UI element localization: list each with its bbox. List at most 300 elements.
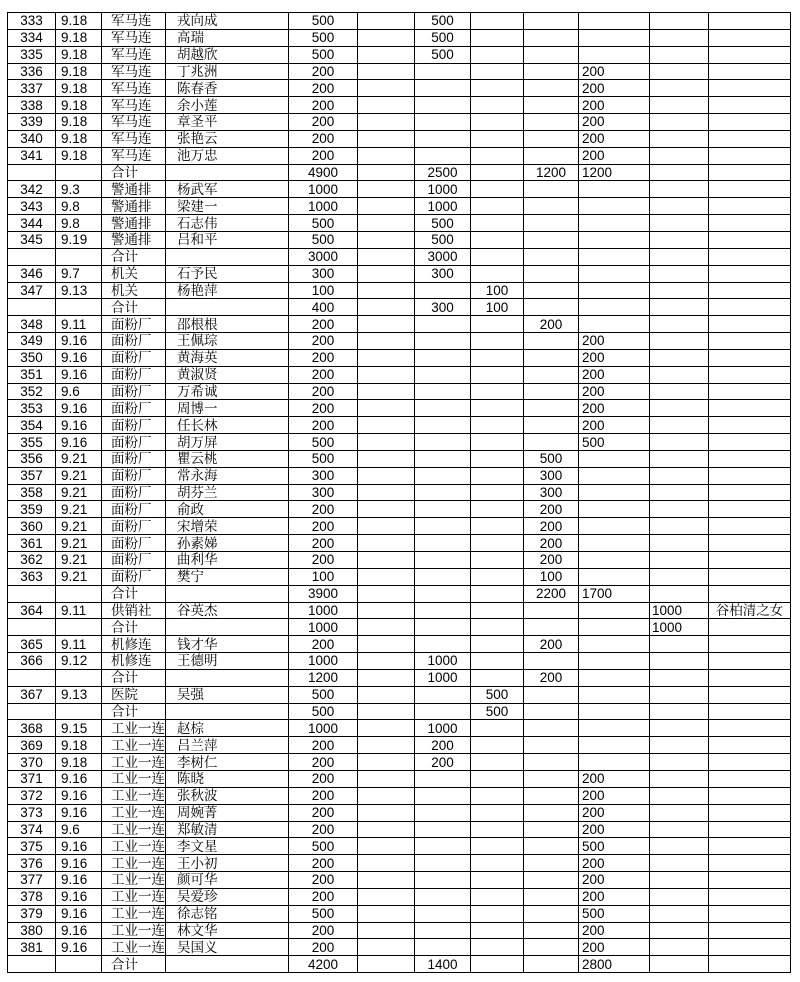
cell-amount-col-3: [415, 349, 471, 366]
cell-amount-col-5: [524, 754, 579, 771]
cell-date: [56, 669, 102, 686]
cell-unit: 面粉厂: [102, 417, 166, 434]
cell-unit: 军马连: [102, 130, 166, 147]
cell-amount-col-4: [471, 130, 524, 147]
cell-amount-col-2: [358, 13, 415, 30]
cell-amount-total: 200: [289, 349, 358, 366]
cell-amount-col-4: [471, 366, 524, 383]
cell-amount-col-6: 500: [579, 434, 650, 451]
cell-date: 9.16: [56, 787, 102, 804]
cell-amount-col-4: [471, 333, 524, 350]
cell-serial-no: 378: [8, 888, 56, 905]
cell-amount-total: 200: [289, 366, 358, 383]
cell-amount-col-6: [579, 316, 650, 333]
cell-amount-col-5: [524, 46, 579, 63]
cell-name: [166, 956, 289, 973]
cell-name: 林文华: [166, 922, 289, 939]
cell-amount-col-5: [524, 653, 579, 670]
cell-amount-col-5: [524, 114, 579, 131]
cell-unit: 合计: [102, 956, 166, 973]
cell-amount-col-5: [524, 299, 579, 316]
cell-unit: 工业一连: [102, 855, 166, 872]
table-row: [8, 366, 791, 383]
cell-amount-col-3: [415, 467, 471, 484]
cell-amount-col-5: [524, 619, 579, 636]
cell-name: 万希诚: [166, 383, 289, 400]
cell-date: 9.21: [56, 568, 102, 585]
table-row: [8, 383, 791, 400]
cell-amount-total: 200: [289, 855, 358, 872]
cell-name: 王佩琮: [166, 333, 289, 350]
cell-remark: [709, 855, 791, 872]
cell-amount-col-7: [650, 282, 709, 299]
cell-amount-col-5: [524, 855, 579, 872]
table-row: [8, 417, 791, 434]
cell-remark: [709, 686, 791, 703]
cell-amount-total: 100: [289, 568, 358, 585]
cell-name: 丁兆洲: [166, 63, 289, 80]
cell-amount-col-6: 200: [579, 939, 650, 956]
cell-remark: [709, 13, 791, 30]
cell-amount-total: 200: [289, 552, 358, 569]
cell-name: 李文星: [166, 838, 289, 855]
cell-amount-col-4: [471, 602, 524, 619]
table-row: [8, 636, 791, 653]
cell-date: 9.21: [56, 467, 102, 484]
cell-remark: [709, 872, 791, 889]
cell-unit: 军马连: [102, 13, 166, 30]
cell-amount-col-2: [358, 754, 415, 771]
cell-amount-col-6: 200: [579, 97, 650, 114]
table-row: [8, 80, 791, 97]
cell-amount-col-2: [358, 956, 415, 973]
cell-amount-total: 200: [289, 518, 358, 535]
cell-date: 9.21: [56, 450, 102, 467]
cell-serial-no: 369: [8, 737, 56, 754]
cell-name: 邵根根: [166, 316, 289, 333]
cell-unit: 面粉厂: [102, 400, 166, 417]
cell-serial-no: 351: [8, 366, 56, 383]
cell-amount-col-7: [650, 669, 709, 686]
cell-amount-col-6: 200: [579, 114, 650, 131]
cell-amount-total: 200: [289, 804, 358, 821]
cell-date: 9.16: [56, 872, 102, 889]
cell-amount-col-3: 500: [415, 231, 471, 248]
cell-date: 9.18: [56, 130, 102, 147]
cell-remark: [709, 535, 791, 552]
cell-remark: [709, 434, 791, 451]
cell-unit: 军马连: [102, 46, 166, 63]
cell-amount-col-4: [471, 484, 524, 501]
cell-unit: 面粉厂: [102, 501, 166, 518]
cell-amount-col-4: [471, 787, 524, 804]
cell-amount-col-6: 200: [579, 383, 650, 400]
cell-amount-total: 200: [289, 939, 358, 956]
cell-amount-col-3: 500: [415, 13, 471, 30]
cell-amount-col-6: 200: [579, 888, 650, 905]
cell-amount-col-7: [650, 535, 709, 552]
cell-remark: [709, 63, 791, 80]
cell-date: 9.18: [56, 754, 102, 771]
table-row: [8, 29, 791, 46]
cell-unit: 面粉厂: [102, 383, 166, 400]
cell-amount-col-4: [471, 535, 524, 552]
cell-amount-col-3: [415, 400, 471, 417]
cell-amount-total: 200: [289, 114, 358, 131]
cell-name: 颜可华: [166, 872, 289, 889]
cell-date: 9.19: [56, 231, 102, 248]
cell-amount-total: 200: [289, 872, 358, 889]
cell-amount-col-7: [650, 568, 709, 585]
cell-remark: [709, 467, 791, 484]
cell-amount-total: 200: [289, 821, 358, 838]
cell-amount-total: 500: [289, 703, 358, 720]
cell-name: 赵棕: [166, 720, 289, 737]
cell-amount-total: 500: [289, 838, 358, 855]
cell-amount-col-7: [650, 181, 709, 198]
cell-amount-col-3: [415, 602, 471, 619]
cell-amount-total: 3900: [289, 585, 358, 602]
cell-serial-no: 364: [8, 602, 56, 619]
cell-date: [56, 248, 102, 265]
cell-amount-col-2: [358, 636, 415, 653]
cell-serial-no: 372: [8, 787, 56, 804]
cell-amount-col-3: [415, 787, 471, 804]
cell-amount-col-5: [524, 97, 579, 114]
cell-amount-col-3: [415, 686, 471, 703]
table-row: [8, 215, 791, 232]
cell-amount-col-4: [471, 501, 524, 518]
cell-amount-col-2: [358, 703, 415, 720]
cell-amount-total: 200: [289, 922, 358, 939]
cell-remark: [709, 349, 791, 366]
cell-name: 陈晓: [166, 770, 289, 787]
table-row: [8, 316, 791, 333]
cell-amount-col-2: [358, 501, 415, 518]
cell-amount-col-3: 2500: [415, 164, 471, 181]
cell-unit: 军马连: [102, 29, 166, 46]
cell-date: 9.8: [56, 215, 102, 232]
cell-amount-col-7: [650, 198, 709, 215]
cell-date: 9.18: [56, 97, 102, 114]
cell-amount-col-5: [524, 956, 579, 973]
cell-remark: [709, 114, 791, 131]
cell-amount-total: 200: [289, 97, 358, 114]
table-row: [8, 737, 791, 754]
cell-amount-col-4: [471, 720, 524, 737]
cell-serial-no: [8, 956, 56, 973]
table-row: [8, 198, 791, 215]
cell-unit: 医院: [102, 686, 166, 703]
cell-name: 胡越欣: [166, 46, 289, 63]
cell-date: 9.18: [56, 147, 102, 164]
cell-amount-col-6: [579, 299, 650, 316]
cell-amount-col-4: [471, 265, 524, 282]
cell-unit: 合计: [102, 703, 166, 720]
table-row: [8, 434, 791, 451]
table-row: [8, 787, 791, 804]
cell-amount-col-5: 300: [524, 467, 579, 484]
cell-amount-col-2: [358, 114, 415, 131]
table-row: [8, 686, 791, 703]
cell-remark: [709, 585, 791, 602]
cell-unit: 军马连: [102, 147, 166, 164]
cell-amount-col-2: [358, 316, 415, 333]
cell-unit: 军马连: [102, 80, 166, 97]
cell-amount-col-2: [358, 838, 415, 855]
cell-amount-col-4: [471, 13, 524, 30]
cell-name: 徐志铭: [166, 905, 289, 922]
cell-amount-total: 500: [289, 29, 358, 46]
cell-amount-col-7: [650, 114, 709, 131]
cell-date: 9.18: [56, 80, 102, 97]
cell-remark: [709, 703, 791, 720]
table-row: [8, 568, 791, 585]
cell-amount-col-5: [524, 888, 579, 905]
cell-amount-total: 200: [289, 754, 358, 771]
table-row: [8, 46, 791, 63]
cell-remark: [709, 198, 791, 215]
cell-date: 9.16: [56, 855, 102, 872]
cell-amount-col-2: [358, 821, 415, 838]
cell-name: 池万忠: [166, 147, 289, 164]
cell-serial-no: 376: [8, 855, 56, 872]
cell-amount-col-3: [415, 450, 471, 467]
cell-serial-no: [8, 299, 56, 316]
cell-amount-col-7: [650, 770, 709, 787]
cell-date: 9.12: [56, 653, 102, 670]
table-row: [8, 13, 791, 30]
cell-amount-col-7: [650, 13, 709, 30]
table-row: [8, 63, 791, 80]
cell-amount-col-2: [358, 872, 415, 889]
cell-date: 9.16: [56, 400, 102, 417]
cell-amount-col-3: [415, 383, 471, 400]
cell-amount-total: 1000: [289, 720, 358, 737]
cell-amount-col-6: 200: [579, 872, 650, 889]
cell-name: 王德明: [166, 653, 289, 670]
cell-serial-no: 356: [8, 450, 56, 467]
cell-serial-no: 373: [8, 804, 56, 821]
cell-amount-col-6: 200: [579, 821, 650, 838]
cell-serial-no: 352: [8, 383, 56, 400]
cell-serial-no: 363: [8, 568, 56, 585]
cell-name: 宋增荣: [166, 518, 289, 535]
cell-amount-col-4: [471, 855, 524, 872]
cell-amount-col-2: [358, 686, 415, 703]
cell-amount-col-2: [358, 400, 415, 417]
cell-date: 9.16: [56, 838, 102, 855]
cell-amount-col-6: [579, 215, 650, 232]
cell-amount-col-5: [524, 838, 579, 855]
cell-amount-col-3: 1000: [415, 720, 471, 737]
cell-unit: 面粉厂: [102, 450, 166, 467]
cell-remark: 谷柏清之女: [709, 602, 791, 619]
cell-amount-col-2: [358, 585, 415, 602]
cell-unit: 机关: [102, 265, 166, 282]
cell-name: 常永海: [166, 467, 289, 484]
cell-amount-col-3: [415, 568, 471, 585]
cell-amount-col-4: [471, 198, 524, 215]
cell-date: 9.11: [56, 316, 102, 333]
cell-name: 石志伟: [166, 215, 289, 232]
cell-amount-col-2: [358, 97, 415, 114]
cell-amount-col-6: [579, 181, 650, 198]
cell-amount-col-5: [524, 720, 579, 737]
cell-remark: [709, 737, 791, 754]
cell-amount-col-7: [650, 737, 709, 754]
cell-serial-no: 379: [8, 905, 56, 922]
cell-remark: [709, 552, 791, 569]
cell-amount-col-7: [650, 838, 709, 855]
cell-amount-col-3: [415, 619, 471, 636]
cell-date: 9.15: [56, 720, 102, 737]
cell-unit: 工业一连: [102, 888, 166, 905]
cell-amount-col-5: [524, 602, 579, 619]
cell-unit: 合计: [102, 619, 166, 636]
cell-remark: [709, 181, 791, 198]
cell-amount-col-5: [524, 366, 579, 383]
cell-amount-col-3: [415, 872, 471, 889]
table-row: [8, 147, 791, 164]
cell-serial-no: 361: [8, 535, 56, 552]
cell-amount-total: 500: [289, 905, 358, 922]
cell-amount-col-3: [415, 366, 471, 383]
cell-amount-col-5: [524, 147, 579, 164]
cell-remark: [709, 653, 791, 670]
cell-amount-col-2: [358, 518, 415, 535]
cell-amount-col-7: [650, 653, 709, 670]
cell-remark: [709, 720, 791, 737]
cell-date: 9.16: [56, 333, 102, 350]
cell-amount-col-4: 100: [471, 299, 524, 316]
cell-amount-col-2: [358, 720, 415, 737]
cell-remark: [709, 821, 791, 838]
cell-amount-col-2: [358, 787, 415, 804]
cell-remark: [709, 922, 791, 939]
cell-serial-no: 371: [8, 770, 56, 787]
cell-serial-no: 359: [8, 501, 56, 518]
cell-serial-no: 358: [8, 484, 56, 501]
cell-amount-total: 200: [289, 400, 358, 417]
cell-amount-col-3: 3000: [415, 248, 471, 265]
cell-serial-no: 347: [8, 282, 56, 299]
cell-amount-col-5: [524, 265, 579, 282]
cell-amount-col-4: [471, 754, 524, 771]
cell-name: 郑敏清: [166, 821, 289, 838]
cell-amount-col-5: 1200: [524, 164, 579, 181]
cell-date: 9.21: [56, 501, 102, 518]
cell-amount-col-2: [358, 181, 415, 198]
cell-amount-col-3: [415, 552, 471, 569]
cell-amount-total: 200: [289, 147, 358, 164]
cell-serial-no: 342: [8, 181, 56, 198]
cell-amount-col-4: [471, 636, 524, 653]
cell-amount-col-4: [471, 956, 524, 973]
cell-serial-no: 367: [8, 686, 56, 703]
cell-amount-col-5: [524, 686, 579, 703]
cell-amount-col-4: [471, 80, 524, 97]
cell-amount-col-5: [524, 905, 579, 922]
cell-remark: [709, 333, 791, 350]
cell-amount-col-5: [524, 198, 579, 215]
cell-name: 杨艳萍: [166, 282, 289, 299]
cell-amount-col-4: [471, 29, 524, 46]
cell-name: 陈春香: [166, 80, 289, 97]
cell-amount-col-4: [471, 97, 524, 114]
cell-amount-col-7: [650, 821, 709, 838]
cell-amount-total: 200: [289, 535, 358, 552]
cell-remark: [709, 956, 791, 973]
cell-serial-no: 355: [8, 434, 56, 451]
cell-amount-col-7: [650, 63, 709, 80]
cell-amount-col-3: [415, 804, 471, 821]
cell-amount-col-5: [524, 770, 579, 787]
cell-amount-col-4: [471, 63, 524, 80]
cell-unit: 工业一连: [102, 737, 166, 754]
subtotal-row: [8, 956, 791, 973]
cell-amount-col-2: [358, 568, 415, 585]
cell-amount-col-3: 300: [415, 265, 471, 282]
cell-amount-col-2: [358, 905, 415, 922]
cell-amount-col-7: [650, 97, 709, 114]
cell-amount-col-3: 500: [415, 215, 471, 232]
cell-amount-col-2: [358, 164, 415, 181]
cell-amount-col-3: [415, 282, 471, 299]
cell-unit: 警通排: [102, 181, 166, 198]
cell-unit: 工业一连: [102, 872, 166, 889]
table-row: [8, 720, 791, 737]
cell-amount-col-3: [415, 333, 471, 350]
cell-date: 9.11: [56, 636, 102, 653]
cell-amount-col-3: [415, 703, 471, 720]
cell-amount-col-4: [471, 922, 524, 939]
cell-amount-col-4: [471, 164, 524, 181]
cell-unit: 警通排: [102, 215, 166, 232]
cell-date: 9.13: [56, 282, 102, 299]
table-row: [8, 282, 791, 299]
cell-unit: 面粉厂: [102, 484, 166, 501]
cell-remark: [709, 939, 791, 956]
cell-amount-col-7: [650, 585, 709, 602]
cell-unit: 工业一连: [102, 804, 166, 821]
cell-date: 9.21: [56, 552, 102, 569]
cell-amount-col-6: 200: [579, 922, 650, 939]
cell-amount-col-4: [471, 215, 524, 232]
cell-amount-total: 200: [289, 417, 358, 434]
cell-amount-total: 500: [289, 686, 358, 703]
cell-amount-col-5: [524, 231, 579, 248]
cell-remark: [709, 97, 791, 114]
cell-date: 9.16: [56, 939, 102, 956]
table-row: [8, 535, 791, 552]
cell-amount-col-5: [524, 821, 579, 838]
cell-remark: [709, 215, 791, 232]
cell-amount-col-2: [358, 231, 415, 248]
cell-remark: [709, 518, 791, 535]
table-row: [8, 484, 791, 501]
cell-amount-col-2: [358, 602, 415, 619]
table-row: [8, 939, 791, 956]
table-row: [8, 349, 791, 366]
cell-amount-col-5: [524, 333, 579, 350]
cell-amount-col-2: [358, 855, 415, 872]
cell-name: 孙素娣: [166, 535, 289, 552]
cell-amount-col-2: [358, 383, 415, 400]
cell-remark: [709, 46, 791, 63]
cell-amount-col-5: [524, 804, 579, 821]
cell-amount-total: 200: [289, 80, 358, 97]
